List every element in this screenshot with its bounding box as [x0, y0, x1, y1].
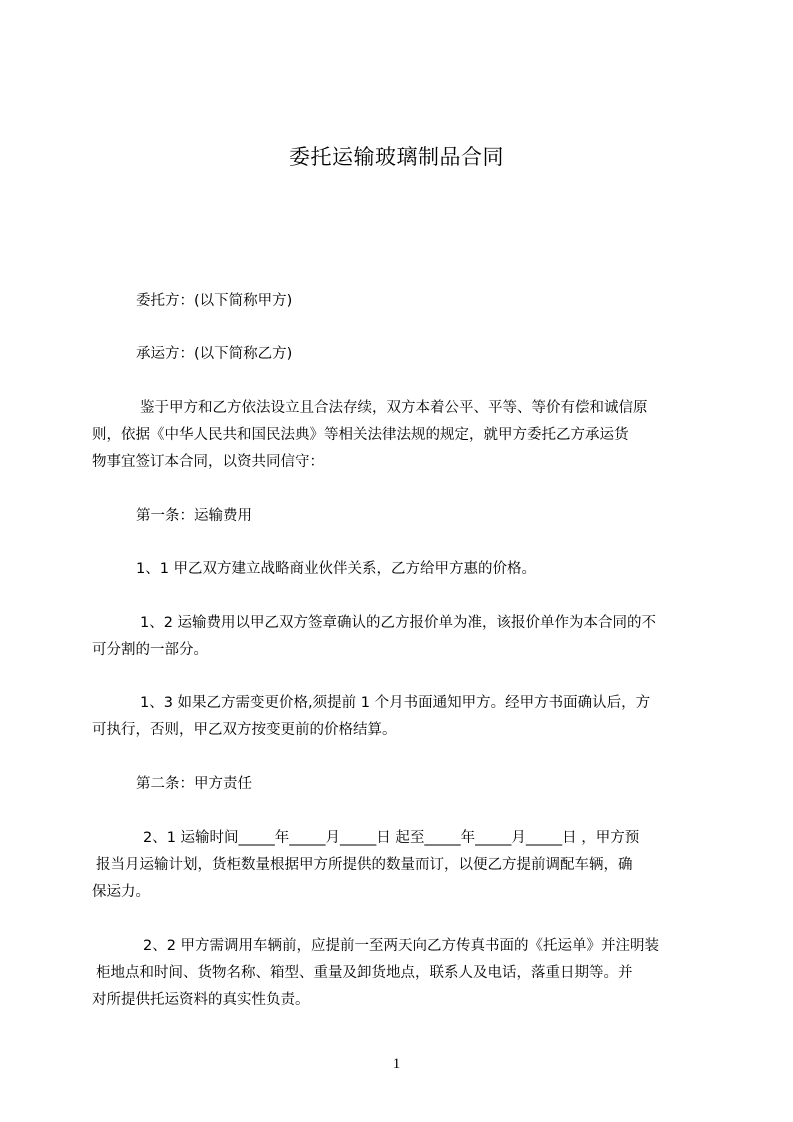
clause-2-1-line-1: 2、1 运输时间_____年_____月_____日 起至_____年_____月_____日 ，甲方预: [143, 830, 640, 846]
clause-1-2-line-2: 可分割的一部分。: [92, 642, 208, 658]
clause-2-2-line-2: 柜地点和时间、货物名称、箱型、重量及卸货地点，联系人及电话，落重日期等。并: [96, 965, 633, 981]
clause-1-3-line-2: 可执行，否则，甲乙双方按变更前的价格结算。: [92, 722, 397, 738]
clause-2-1-line-2: 报当月运输计划，货柜数量根据甲方所提供的数量而订，以便乙方提前调配车辆，确: [96, 857, 633, 873]
clause-2-2-line-1: 2、2 甲方需调用车辆前，应提前一至两天向乙方传真书面的《托运单》并注明装: [143, 938, 660, 954]
clause-1-1: 1、1 甲乙双方建立战略商业伙伴关系，乙方给甲方惠的价格。: [136, 561, 537, 577]
clause-2-1-line-3: 保运力。: [92, 884, 150, 900]
preamble-line-1: 鉴于甲方和乙方依法设立且合法存续，双方本着公平、平等、等价有偿和诚信原: [140, 400, 648, 416]
client-party-line: 委托方：(以下简称甲方): [136, 293, 293, 309]
document-title: 委托运输玻璃制品合同: [289, 145, 504, 169]
preamble-line-3: 物事宜签订本合同，以资共同信守：: [92, 454, 324, 470]
article-1-heading: 第一条：运输费用: [136, 508, 252, 524]
clause-1-3-line-1: 1、3 如果乙方需变更价格,须提前 1 个月书面通知甲方。经甲方书面确认后，方: [140, 695, 651, 711]
article-2-heading: 第二条：甲方责任: [136, 776, 252, 792]
carrier-party-line: 承运方：(以下简称乙方): [136, 346, 293, 362]
preamble-line-2: 则，依据《中华人民共和国民法典》等相关法律法规的规定，就甲方委托乙方承运货: [92, 427, 629, 443]
clause-2-2-line-3: 对所提供托运资料的真实性负责。: [92, 992, 310, 1008]
page-number: 1: [392, 1056, 401, 1072]
clause-1-2-line-1: 1、2 运输费用以甲乙双方签章确认的乙方报价单为准，该报价单作为本合同的不: [140, 615, 657, 631]
